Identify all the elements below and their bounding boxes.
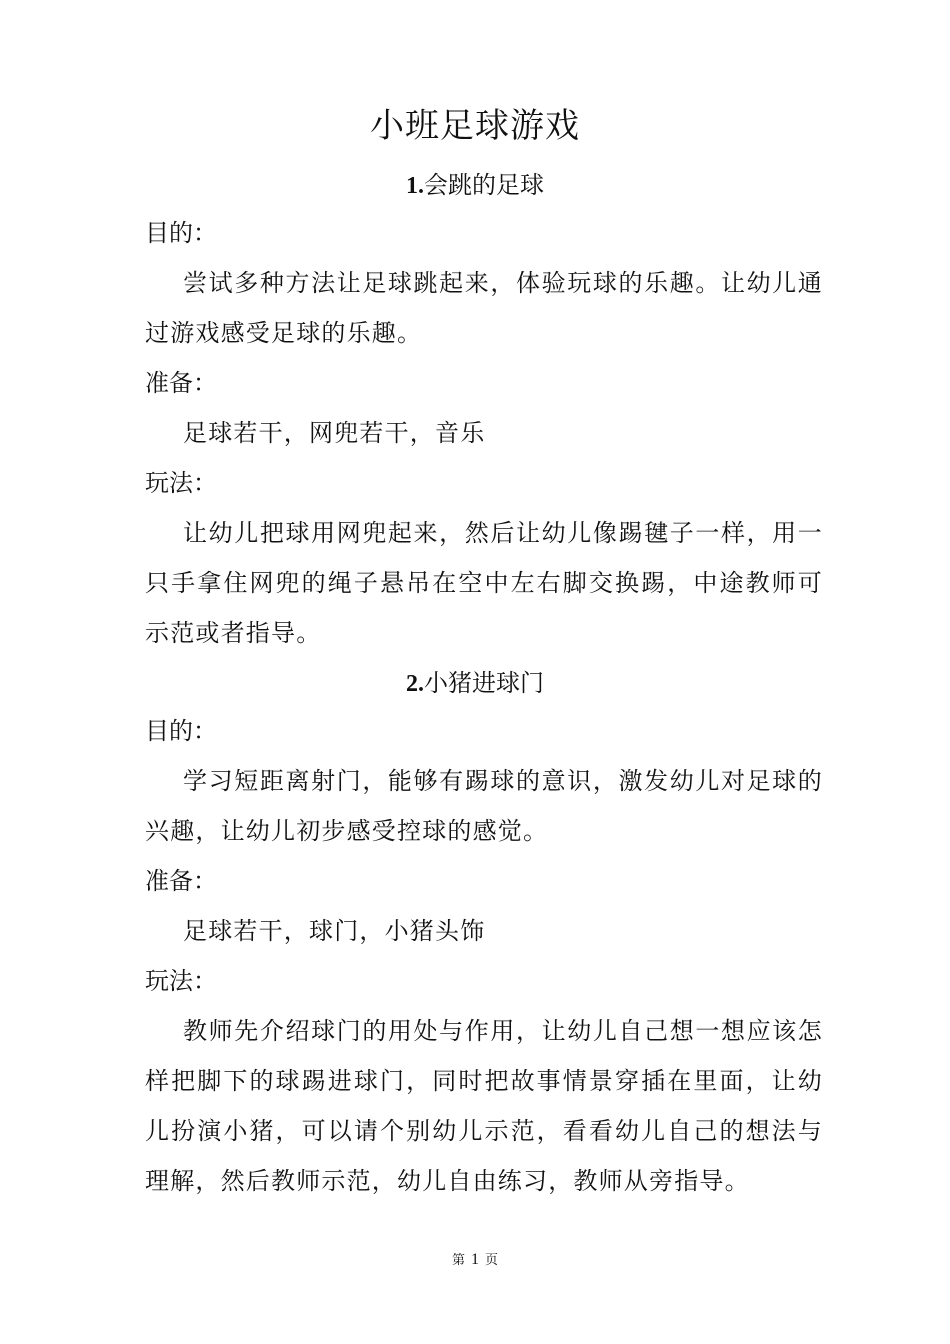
page-footer bbox=[0, 1250, 950, 1271]
section-2-purpose-text: 学习短距离射门，能够有踢球的意识，激发幼儿对足球的兴趣，让幼儿初步感受控球的感觉。 bbox=[145, 767, 823, 845]
section-1-name: 会跳的足球 bbox=[424, 171, 544, 199]
section-2-prep-text: 足球若干，球门，小猪头饰 bbox=[183, 917, 486, 945]
section-2-play-text: 教师先介绍球门的用处与作用，让幼儿自己想一想应该怎样把脚下的球踢进球门，同时把故事情景穿插在里面，让幼儿扮演小猪，可以请个别幼儿示范，看看幼儿自己的想法与理解，然后教师示范，幼儿自由练习，教师从旁指导。 bbox=[145, 1017, 823, 1195]
section-1-purpose-text: 尝试多种方法让足球跳起来，体验玩球的乐趣。让幼儿通过游戏感受足球的乐趣。 bbox=[145, 269, 823, 347]
section-2-number: 2. bbox=[406, 671, 424, 697]
section-1-prep-label: 准备： bbox=[145, 369, 217, 397]
footer-prefix: 第 bbox=[451, 1253, 465, 1268]
section-2-heading bbox=[0, 666, 950, 701]
section-2-prep-label: 准备： bbox=[145, 867, 217, 895]
page-number: 1 bbox=[471, 1251, 479, 1268]
section-1-prep-text: 足球若干，网兜若干，音乐 bbox=[183, 419, 486, 447]
section-1-play-label: 玩法： bbox=[145, 469, 217, 497]
section-1-play-text: 让幼儿把球用网兜起来，然后让幼儿像踢毽子一样，用一只手拿住网兜的绳子悬吊在空中左右脚交换踢，中途教师可示范或者指导。 bbox=[145, 519, 823, 647]
section-2-purpose-label: 目的： bbox=[145, 717, 217, 745]
section-1-purpose-label: 目的： bbox=[145, 219, 217, 247]
section-1-number: 1. bbox=[406, 173, 424, 199]
section-1-heading bbox=[0, 168, 950, 203]
section-2-play-label: 玩法： bbox=[145, 967, 217, 995]
section-2-name: 小猪进球门 bbox=[424, 669, 544, 697]
footer-suffix: 页 bbox=[485, 1253, 499, 1268]
document-title: 小班足球游戏 bbox=[370, 106, 580, 146]
